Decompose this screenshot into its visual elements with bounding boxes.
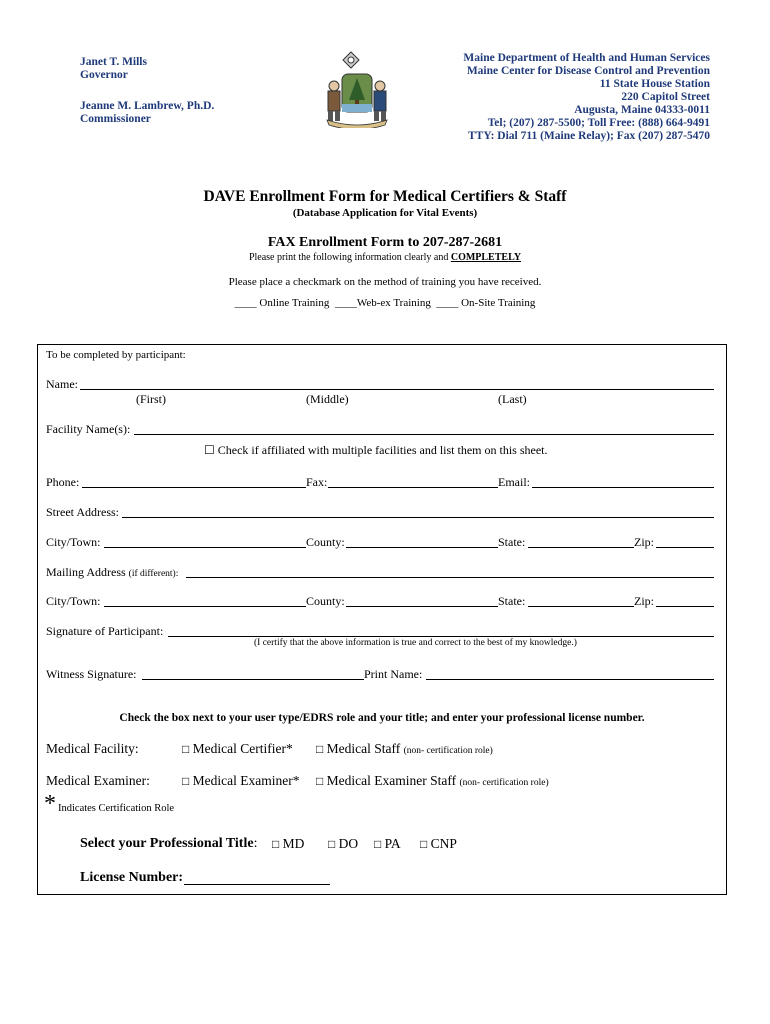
zip-field[interactable]: [656, 547, 714, 548]
multi-facility-label: Check if affiliated with multiple facilities and list them on this sheet.: [217, 443, 548, 457]
witness-label: Witness Signature:: [46, 667, 137, 681]
title-cnp-label: CNP: [430, 836, 457, 851]
multi-facility-checkbox[interactable]: [204, 443, 547, 458]
mailing-state-field[interactable]: [528, 606, 634, 607]
training-online[interactable]: ____ Online Training: [234, 297, 330, 309]
asterisk-symbol: *: [44, 791, 56, 817]
governor-name: Janet T. Mills: [80, 56, 147, 68]
mailing-city-label: City/Town:: [46, 594, 101, 608]
state-label: State:: [498, 535, 526, 549]
signature-field[interactable]: [168, 636, 714, 637]
print-note: [0, 252, 770, 263]
center-name: Maine Center for Disease Control and Prevention: [466, 65, 710, 77]
prof-title-label-group: [80, 836, 257, 852]
medical-examiner-option[interactable]: [182, 773, 299, 789]
medical-examiner-staff-option[interactable]: [316, 773, 549, 789]
street: 220 Capitol Street: [621, 91, 710, 103]
checkbox-icon[interactable]: □: [182, 774, 190, 788]
commissioner-title: Commissioner: [80, 113, 151, 125]
email-field[interactable]: [532, 487, 714, 488]
phone-label: Phone:: [46, 475, 80, 489]
title-pa-label: PA: [384, 836, 401, 851]
license-label: License Number:: [80, 870, 184, 885]
checkbox-icon[interactable]: ☐: [204, 443, 215, 457]
title-md-label: MD: [282, 836, 305, 851]
witness-field[interactable]: [142, 679, 364, 680]
state-field[interactable]: [528, 547, 634, 548]
header-right: [463, 52, 710, 143]
print-name-label: Print Name:: [364, 667, 423, 681]
header-left: [80, 56, 214, 126]
county-label: County:: [306, 535, 345, 549]
name-field[interactable]: [80, 389, 714, 390]
phone-field[interactable]: [82, 487, 306, 488]
checkbox-icon[interactable]: □: [420, 837, 428, 851]
license-field[interactable]: [184, 884, 330, 885]
medical-examiner-label: Medical Examiner:: [46, 773, 150, 788]
print-note-text: Please print the following information clearly and: [248, 252, 449, 263]
certify-note: (I certify that the above information is true and correct to the best of my knowledge.): [254, 638, 577, 648]
medical-examiner-option-label: Medical Examiner*: [192, 773, 300, 788]
mailing-field[interactable]: [186, 577, 714, 578]
county-field[interactable]: [346, 547, 498, 548]
form-title: DAVE Enrollment Form for Medical Certifiers & Staff: [203, 188, 567, 205]
medical-examiner-staff-note: (non- certification role): [459, 778, 549, 788]
print-name-field[interactable]: [426, 679, 714, 680]
phone-info: Tel; (207) 287-5500; Toll Free: (888) 664-9491: [487, 117, 710, 129]
checkbox-icon[interactable]: □: [316, 774, 324, 788]
mailing-label: Mailing Address: [46, 565, 126, 579]
city-field[interactable]: [104, 547, 306, 548]
medical-staff-note: (non- certification role): [403, 746, 493, 756]
station: 11 State House Station: [599, 78, 710, 90]
training-options: [0, 297, 770, 309]
medical-facility-label: Medical Facility:: [46, 741, 139, 756]
checkbox-icon[interactable]: □: [316, 742, 324, 756]
dept-name: Maine Department of Health and Human Services: [463, 52, 710, 64]
prof-title-colon: :: [253, 836, 258, 851]
prof-title-label: Select your Professional Title: [80, 836, 254, 851]
name-label: Name:: [46, 377, 78, 391]
facility-field[interactable]: [134, 434, 714, 435]
facility-label: Facility Name(s):: [46, 422, 131, 436]
zip-label: Zip:: [634, 535, 654, 549]
print-note-emphasis: COMPLETELY: [450, 252, 522, 263]
medical-staff-option[interactable]: [316, 741, 493, 757]
fax-label: Fax:: [306, 475, 328, 489]
checkbox-icon[interactable]: □: [374, 837, 382, 851]
commissioner-name: Jeanne M. Lambrew, Ph.D.: [80, 100, 215, 112]
form-subtitle: (Database Application for Vital Events): [292, 207, 478, 219]
mailing-county-label: County:: [306, 594, 345, 608]
city-label: City/Town:: [46, 535, 101, 549]
medical-examiner-staff-label: Medical Examiner Staff: [326, 773, 457, 788]
street-field[interactable]: [122, 517, 714, 518]
title-md-option[interactable]: [272, 836, 304, 852]
cert-role-note: Indicates Certification Role: [58, 803, 175, 814]
checkbox-icon[interactable]: □: [328, 837, 336, 851]
mailing-zip-label: Zip:: [634, 594, 654, 608]
mailing-state-label: State:: [498, 594, 526, 608]
training-webex[interactable]: ____Web-ex Training: [334, 297, 431, 309]
participant-form: [37, 344, 727, 895]
mailing-city-field[interactable]: [104, 606, 306, 607]
governor-title: Governor: [80, 69, 128, 81]
fax-field[interactable]: [328, 487, 498, 488]
mailing-zip-field[interactable]: [656, 606, 714, 607]
checkbox-icon[interactable]: □: [272, 837, 280, 851]
tty-info: TTY: Dial 711 (Maine Relay); Fax (207) 287-5470: [467, 130, 710, 142]
medical-certifier-option[interactable]: [182, 741, 293, 757]
title-pa-option[interactable]: [374, 836, 401, 852]
title-do-option[interactable]: [328, 836, 358, 852]
name-last-caption: (Last): [498, 392, 527, 406]
form-intro: To be completed by participant:: [46, 349, 186, 361]
medical-staff-label: Medical Staff: [326, 741, 401, 756]
training-onsite[interactable]: ____ On-Site Training: [436, 297, 536, 309]
email-label: Email:: [498, 475, 530, 489]
street-label: Street Address:: [46, 505, 119, 519]
role-instruction: Check the box next to your user type/EDRS role and your title; and enter your professional license number.: [119, 712, 645, 724]
mailing-label-group: [46, 565, 178, 580]
medical-certifier-label: Medical Certifier*: [192, 741, 293, 756]
signature-label: Signature of Participant:: [46, 624, 164, 638]
fax-line: FAX Enrollment Form to 207-287-2681: [267, 235, 503, 250]
title-do-label: DO: [338, 836, 359, 851]
city-zip: Augusta, Maine 04333-0011: [574, 104, 710, 116]
name-first-caption: (First): [136, 392, 166, 406]
mailing-note: (if different):: [128, 569, 179, 579]
mailing-county-field[interactable]: [346, 606, 498, 607]
name-middle-caption: (Middle): [306, 392, 349, 406]
training-note: Please place a checkmark on the method of training you have received.: [228, 276, 542, 288]
state-seal-icon: [313, 50, 413, 128]
title-cnp-option[interactable]: [420, 836, 457, 852]
checkbox-icon[interactable]: □: [182, 742, 190, 756]
